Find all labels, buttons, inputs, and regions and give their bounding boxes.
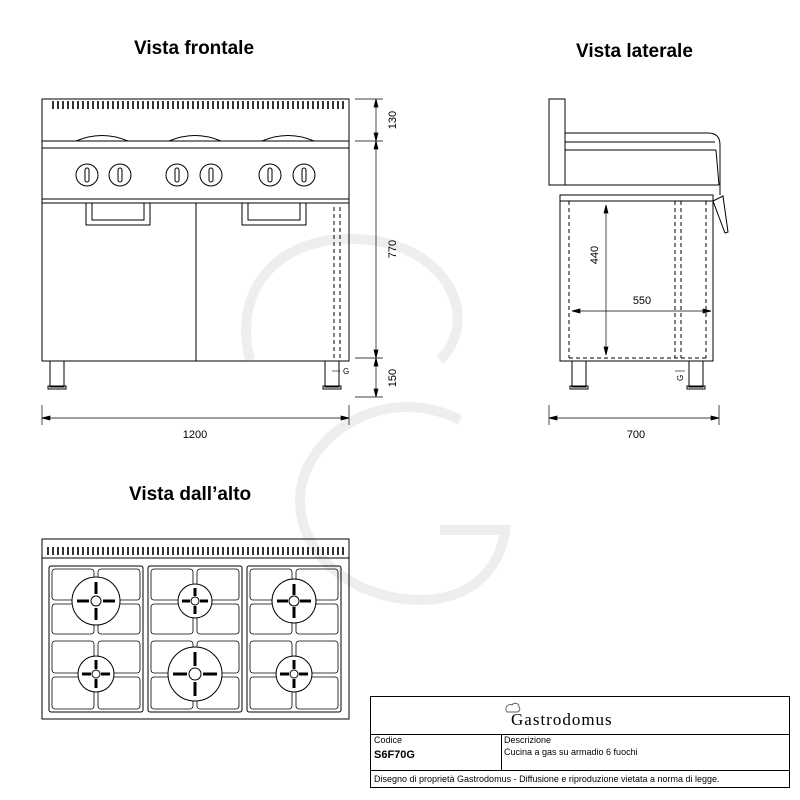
side-view (549, 99, 728, 389)
side-width-dimension: 700 (626, 429, 646, 441)
side-inner-depth-dimension: 550 (632, 295, 652, 307)
title-block (370, 696, 790, 788)
watermark-logo (246, 239, 505, 600)
control-knobs (76, 164, 315, 186)
code-value: S6F70G (374, 749, 415, 761)
door-handle-left (86, 203, 150, 225)
gas-connection-side-label: G (676, 374, 685, 381)
body-height-dimension: 770 (387, 239, 399, 259)
gas-connection-front-label: G (343, 367, 350, 376)
top-view-title: Vista dall’alto (129, 484, 252, 505)
description-cell (501, 734, 791, 770)
ownership-notice: Disegno di proprietà Gastrodomus - Diffusione e riproduzione vietata a norma di legge. (371, 770, 789, 788)
description-label: Descrizione (504, 735, 552, 745)
side-view-title: Vista laterale (576, 41, 693, 62)
title-block-logo-row (371, 697, 789, 735)
side-dimension-lines (549, 205, 719, 425)
brand-name: Gastrodomus (511, 710, 613, 729)
leg-height-dimension: 150 (387, 368, 399, 388)
top-view (42, 539, 349, 719)
description-value: Cucina a gas su armadio 6 fuochi (504, 747, 638, 757)
code-cell (371, 734, 502, 770)
door-handle-right (242, 203, 306, 225)
burners (72, 577, 316, 701)
front-view-title: Vista frontale (134, 38, 255, 59)
front-width-dimension: 1200 (182, 429, 208, 441)
code-label: Codice (374, 735, 403, 745)
top-height-dimension: 130 (387, 110, 399, 130)
side-inner-height-dimension: 440 (589, 245, 601, 265)
